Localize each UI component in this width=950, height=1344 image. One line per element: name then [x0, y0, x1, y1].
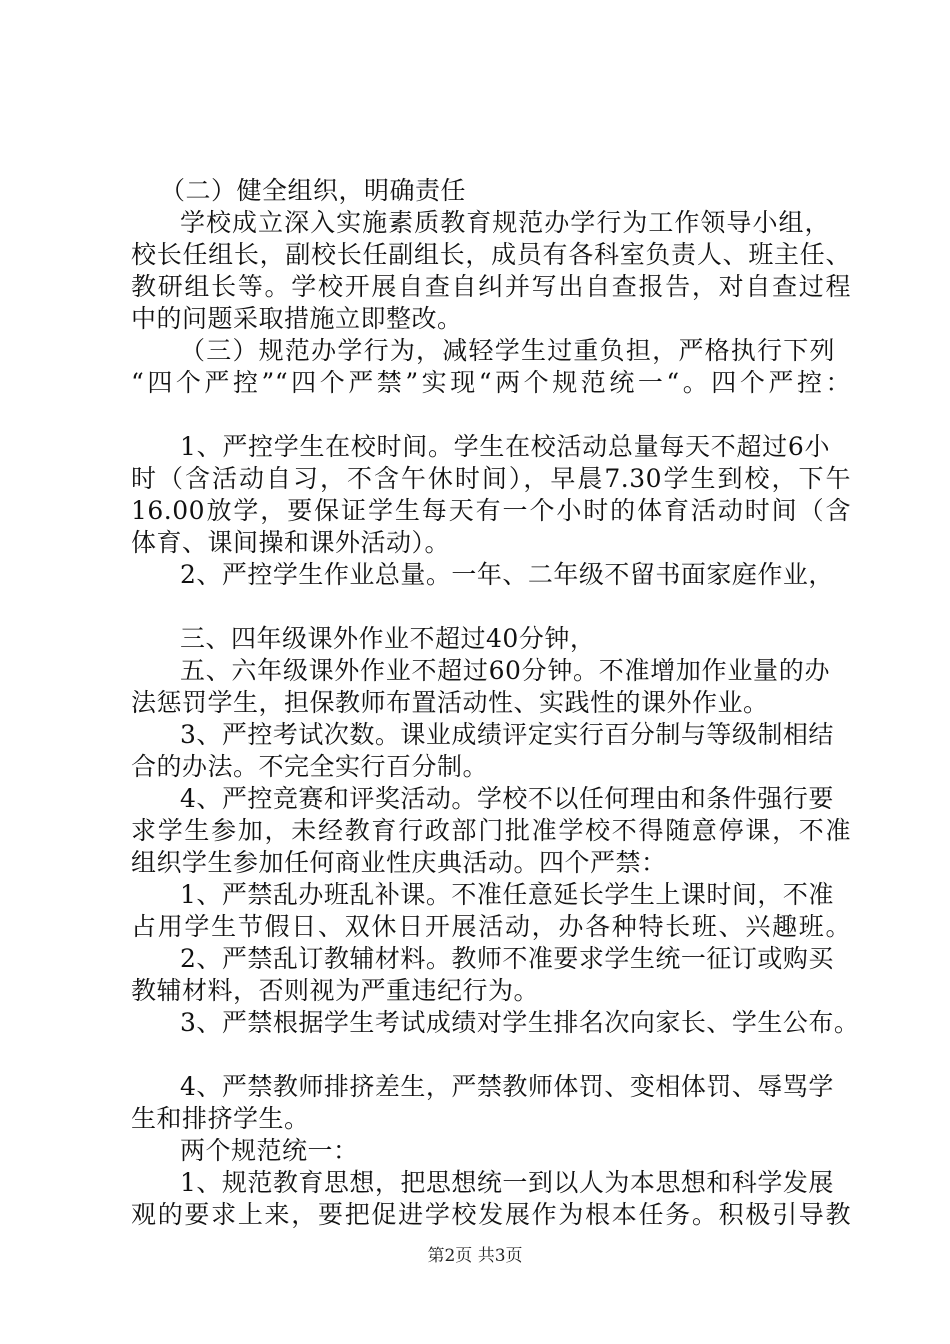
section-heading-unity: 两个规范统一： [180, 1136, 359, 1165]
paragraph-line: 三、四年级课外作业不超过40分钟， [180, 624, 596, 653]
paragraph-line: 生和排挤学生。 [131, 1104, 310, 1133]
paragraph-line: 观的要求上来，要把促进学校发展作为根本任务。积极引导教 [131, 1200, 851, 1229]
paragraph-line: 1、规范教育思想，把思想统一到以人为本思想和科学发展 [180, 1168, 834, 1197]
paragraph-line: 2、严禁乱订教辅材料。教师不准要求学生统一征订或购买 [180, 944, 834, 973]
paragraph-line: 法惩罚学生，担保教师布置活动性、实践性的课外作业。 [131, 688, 769, 717]
paragraph-line: 时（含活动自习，不含午休时间），早晨7.30学生到校，下午 [131, 464, 851, 493]
paragraph-line: 组织学生参加任何商业性庆典活动。四个严禁： [131, 848, 667, 877]
paragraph-line: 校长任组长，副校长任副组长，成员有各科室负责人、班主任、 [131, 240, 851, 269]
paragraph-line: 3、严控考试次数。课业成绩评定实行百分制与等级制相结 [180, 720, 834, 749]
paragraph-line: 体育、课间操和课外活动）。 [131, 528, 451, 557]
paragraph-line: 1、严控学生在校时间。学生在校活动总量每天不超过6小 [180, 432, 830, 461]
paragraph-line: 教研组长等。学校开展自查自纠并写出自查报告，对自查过程 [131, 272, 851, 301]
paragraph-line: 4、严控竞赛和评奖活动。学校不以任何理由和条件强行要 [180, 784, 834, 813]
paragraph-line: 学校成立深入实施素质教育规范办学行为工作领导小组， [180, 208, 830, 237]
page-number-footer: 第2页 共3页 [427, 1246, 523, 1266]
paragraph-line: 1、严禁乱办班乱补课。不准任意延长学生上课时间，不准 [180, 880, 834, 909]
paragraph-line: 教辅材料，否则视为严重违纪行为。 [131, 976, 540, 1005]
paragraph-line: 16.00放学，要保证学生每天有一个小时的体育活动时间（含 [131, 496, 851, 525]
paragraph-line: 占用学生节假日、双休日开展活动，办各种特长班、兴趣班。 [131, 912, 851, 941]
paragraph-line: 求学生参加，未经教育行政部门批准学校不得随意停课，不准 [131, 816, 851, 845]
section-heading-2: （二）健全组织，明确责任 [160, 176, 467, 205]
paragraph-line: 合的办法。不完全实行百分制。 [131, 752, 489, 781]
paragraph-line: 4、严禁教师排挤差生，严禁教师体罚、变相体罚、辱骂学 [180, 1072, 834, 1101]
paragraph-line: 五、六年级课外作业不超过60分钟。不准增加作业量的办 [180, 656, 830, 685]
paragraph-line: 2、严控学生作业总量。一年、二年级不留书面家庭作业， [180, 560, 834, 589]
section-heading-3: （三）规范办学行为，减轻学生过重负担，严格执行下列 [180, 336, 835, 365]
paragraph-line: 中的问题采取措施立即整改。 [131, 304, 463, 333]
paragraph-line: 3、严禁根据学生考试成绩对学生排名次向家长、学生公布。 [180, 1008, 860, 1037]
paragraph-line: “四个严控”“四个严禁”实现“两个规范统一“。四个严控： [131, 368, 851, 397]
